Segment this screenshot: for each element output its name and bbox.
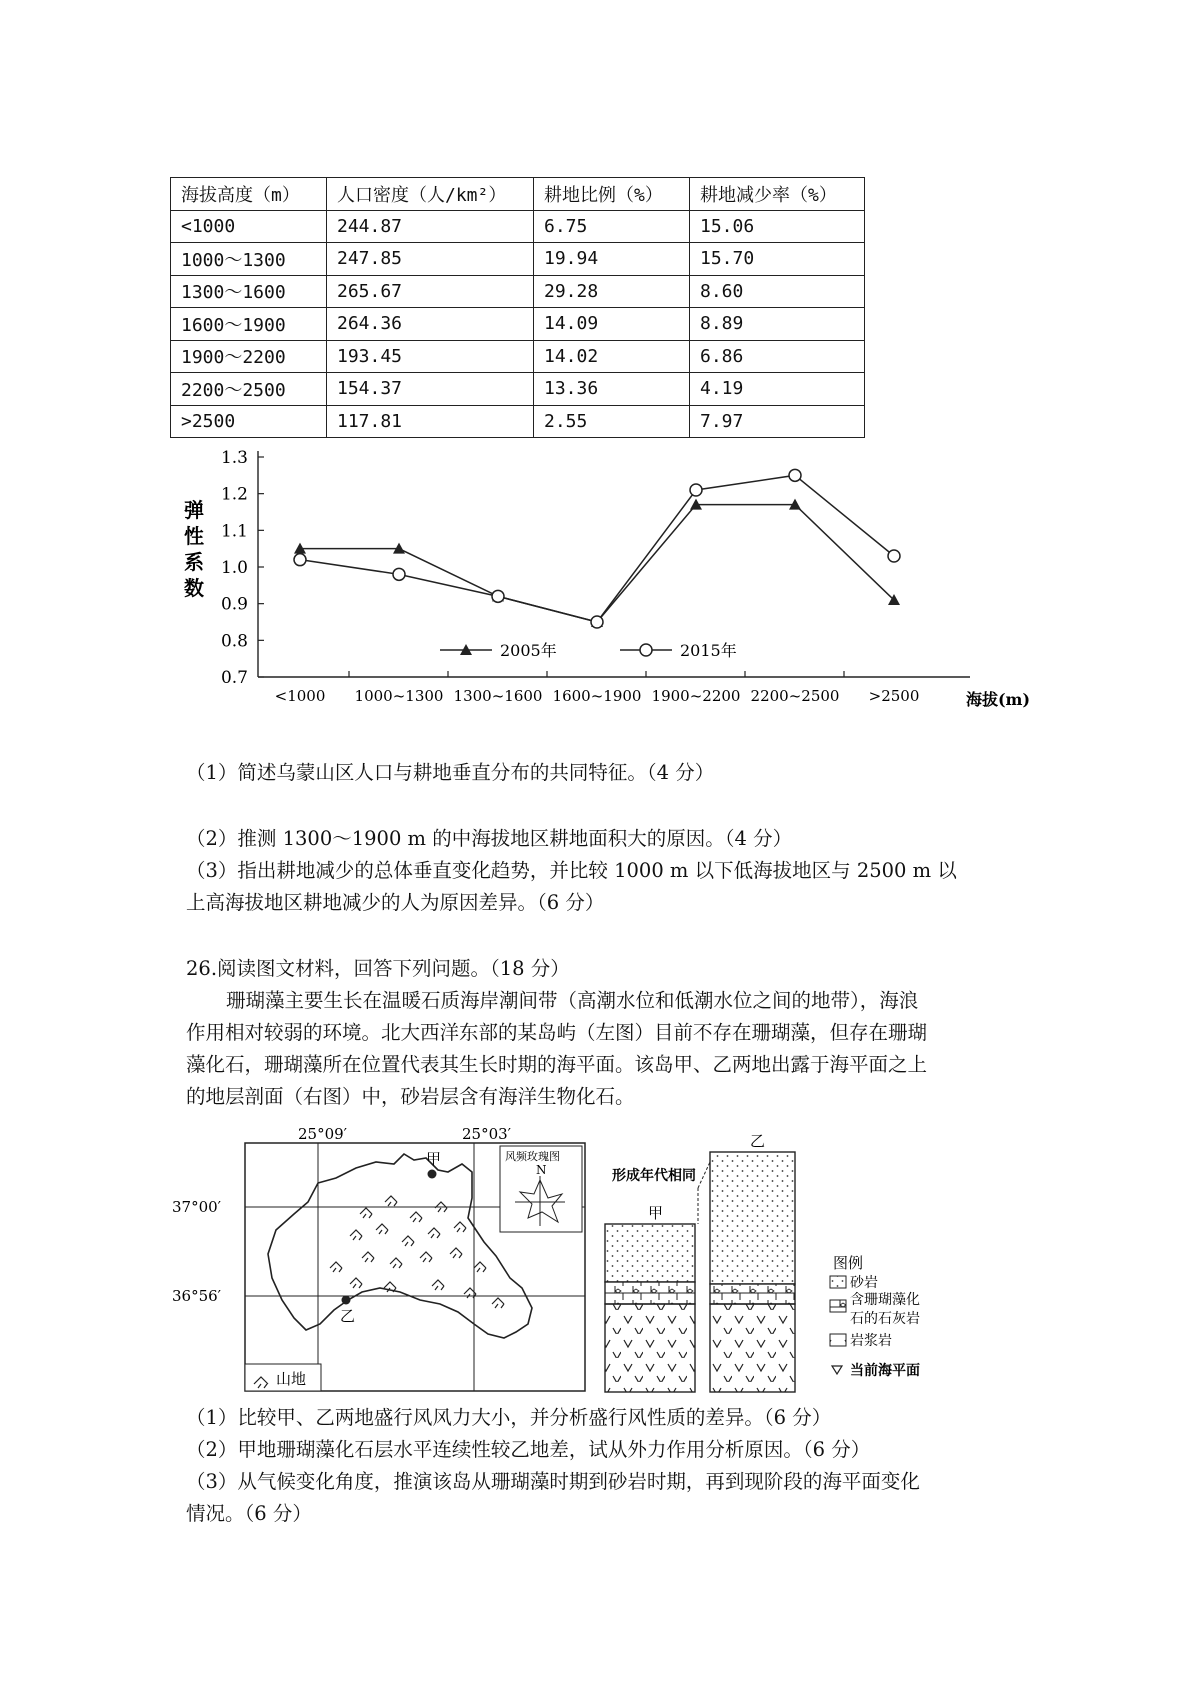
legend-sandstone-swatch	[830, 1276, 846, 1288]
legend-limestone-swatch	[830, 1300, 846, 1312]
island-map	[170, 1118, 590, 1398]
table-cell: <1000	[171, 210, 327, 243]
y-axis-label	[184, 498, 204, 600]
circle-point	[888, 550, 900, 562]
x-tick-label: 1600~1900	[552, 687, 642, 705]
legend-limestone-line2: 石的石灰岩	[850, 1311, 920, 1327]
y-tick-label: 0.9	[220, 594, 248, 615]
table-cell: 193.45	[327, 340, 534, 373]
table-cell: 2.55	[534, 405, 690, 438]
circle-point	[492, 590, 504, 602]
table-cell: 2200～2500	[171, 373, 327, 406]
island-outline	[268, 1154, 532, 1338]
legend-label: 2015年	[680, 641, 737, 660]
table-cell: 15.06	[690, 210, 865, 243]
circle-point	[591, 616, 603, 628]
table-cell: 8.89	[690, 308, 865, 341]
sandstone-layer-yi	[710, 1152, 795, 1284]
map-latitude-label: 37°00′	[172, 1198, 222, 1216]
q26-part2: （2）甲地珊瑚藻化石层水平连续性较乙地差，试从外力作用分析原因。（6 分）	[186, 1438, 871, 1461]
y-tick-label: 1.2	[220, 484, 248, 505]
x-tick-label: 1000~1300	[354, 687, 444, 705]
header-elevation: 海拔高度（m）	[171, 178, 327, 211]
table-cell: 7.97	[690, 405, 865, 438]
circle-point	[294, 554, 306, 566]
y-tick-label: 0.8	[220, 631, 248, 652]
q26-part3-line1: （3）从气候变化角度，推演该岛从珊瑚藻时期到砂岩时期，再到现阶段的海平面变化	[186, 1470, 920, 1493]
table-row	[171, 243, 865, 276]
table-cell: 264.36	[327, 308, 534, 341]
same-age-pointer	[698, 1162, 710, 1188]
table-cell: 15.70	[690, 243, 865, 276]
x-axis-label: 海拔(m)	[965, 690, 1031, 709]
section-legend-title: 图例	[833, 1254, 864, 1272]
place-marker-jia	[428, 1170, 437, 1179]
strata-section	[600, 1118, 1030, 1398]
y-tick-label: 1.1	[220, 521, 248, 542]
y-tick-label: 1.3	[220, 448, 248, 468]
table-cell: 247.85	[327, 243, 534, 276]
mountain-icon	[450, 1248, 462, 1258]
y-tick-label: 1.0	[220, 558, 248, 578]
mountain-icon	[360, 1208, 372, 1218]
y-axis-label-char: 性	[184, 524, 204, 548]
q26-part1: （1）比较甲、乙两地盛行风风力大小，并分析盛行风性质的差异。（6 分）	[186, 1406, 832, 1429]
chart-axes	[221, 448, 1030, 709]
q25-part1: （1）简述乌蒙山区人口与耕地垂直分布的共同特征。（4 分）	[186, 761, 715, 784]
table-cell: 244.87	[327, 210, 534, 243]
table-cell: 1900～2200	[171, 340, 327, 373]
chart-legend	[440, 641, 737, 660]
map-latitude-label: 36°56′	[172, 1287, 222, 1305]
x-tick-label: 2200~2500	[750, 687, 840, 705]
mountain-icon	[410, 1212, 422, 1222]
mountain-icon	[390, 1258, 402, 1268]
table-cell: 14.02	[534, 340, 690, 373]
circle-point	[640, 644, 652, 656]
circle-point	[789, 469, 801, 481]
legend-label: 2005年	[500, 641, 557, 660]
q26-paragraph-line3: 藻化石，珊瑚藻所在位置代表其生长时期的海平面。该岛甲、乙两地出露于海平面之上	[186, 1053, 928, 1076]
map-longitude-label: 25°03′	[462, 1125, 512, 1143]
y-axis-label-char: 系	[184, 550, 204, 574]
same-age-label: 形成年代相同	[612, 1168, 696, 1184]
mountain-icon	[385, 1196, 397, 1206]
place-label-jia: 甲	[426, 1150, 442, 1168]
windrose-label: 风频玫瑰图	[505, 1150, 560, 1163]
table-cell: 13.36	[534, 373, 690, 406]
chart-series	[294, 469, 900, 628]
q25-part3-line2: 上高海拔地区耕地减少的人为原因差异。（6 分）	[186, 891, 605, 914]
table-row	[171, 405, 865, 438]
mountain-icon	[376, 1224, 388, 1234]
header-farmland-ratio: 耕地比例（%）	[534, 178, 690, 211]
mountain-icon	[492, 1298, 504, 1308]
q25-part2: （2）推测 1300～1900 m 的中海拔地区耕地面积大的原因。（4 分）	[186, 827, 793, 850]
header-population-density: 人口密度（人/km²）	[327, 178, 534, 211]
map-legend-mountain: 山地	[276, 1370, 307, 1388]
table-header-row	[171, 178, 865, 211]
legend-sandstone: 砂岩	[850, 1275, 878, 1291]
sandstone-layer-jia	[605, 1224, 695, 1282]
q25-part3-line1: （3）指出耕地减少的总体垂直变化趋势，并比较 1000 m 以下低海拔地区与 2500 m 以	[186, 859, 957, 882]
mountain-icon	[362, 1252, 374, 1262]
magma-layer-jia	[605, 1304, 695, 1392]
column-label-yi: 乙	[750, 1132, 766, 1150]
table-cell: 1300～1600	[171, 275, 327, 308]
mountain-icon	[350, 1278, 362, 1288]
mountain-icon	[474, 1262, 486, 1272]
header-farmland-decrease-rate: 耕地减少率（%）	[690, 178, 865, 211]
table-row	[171, 340, 865, 373]
table-row	[171, 373, 865, 406]
x-tick-label: >2500	[868, 687, 920, 705]
q26-title: 26.阅读图文材料，回答下列问题。（18 分）	[186, 957, 570, 980]
place-label-yi: 乙	[340, 1307, 356, 1325]
circle-point	[393, 568, 405, 580]
series-line	[300, 505, 894, 622]
mountain-icon	[454, 1222, 466, 1232]
mountain-symbols	[330, 1196, 504, 1308]
table-cell: 19.94	[534, 243, 690, 276]
mountain-icon	[420, 1252, 432, 1262]
q26-paragraph-line2: 作用相对较弱的环境。北大西洋东部的某岛屿（左图）目前不存在珊瑚藻，但存在珊瑚	[186, 1021, 928, 1044]
table-row	[171, 308, 865, 341]
mountain-icon	[428, 1228, 440, 1238]
y-axis-label-char: 弹	[184, 498, 204, 522]
y-tick-label: 0.7	[220, 668, 248, 688]
limestone-layer-jia	[605, 1282, 695, 1304]
x-tick-label: <1000	[274, 687, 326, 705]
legend-magma-swatch	[830, 1334, 846, 1346]
mountain-icon	[350, 1230, 362, 1240]
x-tick-label: 1900~2200	[651, 687, 741, 705]
table-row	[171, 210, 865, 243]
elasticity-line-chart	[180, 445, 1040, 725]
table-cell: 6.86	[690, 340, 865, 373]
table-cell: >2500	[171, 405, 327, 438]
y-axis-label-char: 数	[184, 576, 204, 600]
legend-sealevel: 当前海平面	[850, 1363, 920, 1379]
magma-layer-yi	[710, 1304, 795, 1392]
table-cell: 265.67	[327, 275, 534, 308]
table-cell: 8.60	[690, 275, 865, 308]
limestone-layer-yi	[710, 1284, 795, 1304]
north-label: N	[536, 1163, 547, 1177]
q26-part3-line2: 情况。（6 分）	[186, 1502, 312, 1525]
table-cell: 154.37	[327, 373, 534, 406]
table-cell: 1600～1900	[171, 308, 327, 341]
mountain-icon	[330, 1262, 342, 1272]
x-tick-label: 1300~1600	[453, 687, 543, 705]
sealevel-icon	[832, 1366, 842, 1374]
table-cell: 117.81	[327, 405, 534, 438]
legend-limestone-line1: 含珊瑚藻化	[850, 1292, 920, 1308]
mountain-icon	[432, 1280, 444, 1290]
place-marker-yi	[342, 1296, 351, 1305]
table-cell: 4.19	[690, 373, 865, 406]
map-longitude-label: 25°09′	[298, 1125, 348, 1143]
elevation-data-table	[170, 177, 865, 438]
q26-paragraph-line4: 的地层剖面（右图）中，砂岩层含有海洋生物化石。	[186, 1085, 635, 1108]
series-triangle	[294, 499, 900, 627]
circle-point	[690, 484, 702, 496]
column-label-jia: 甲	[648, 1204, 664, 1222]
legend-magma: 岩浆岩	[850, 1333, 892, 1349]
table-cell: 14.09	[534, 308, 690, 341]
mountain-icon	[402, 1236, 414, 1246]
table-cell: 1000～1300	[171, 243, 327, 276]
table-cell: 29.28	[534, 275, 690, 308]
table-row	[171, 275, 865, 308]
q26-paragraph-line1: 珊瑚藻主要生长在温暖石质海岸潮间带（高潮水位和低潮水位之间的地带），海浪	[226, 989, 919, 1012]
table-cell: 6.75	[534, 210, 690, 243]
